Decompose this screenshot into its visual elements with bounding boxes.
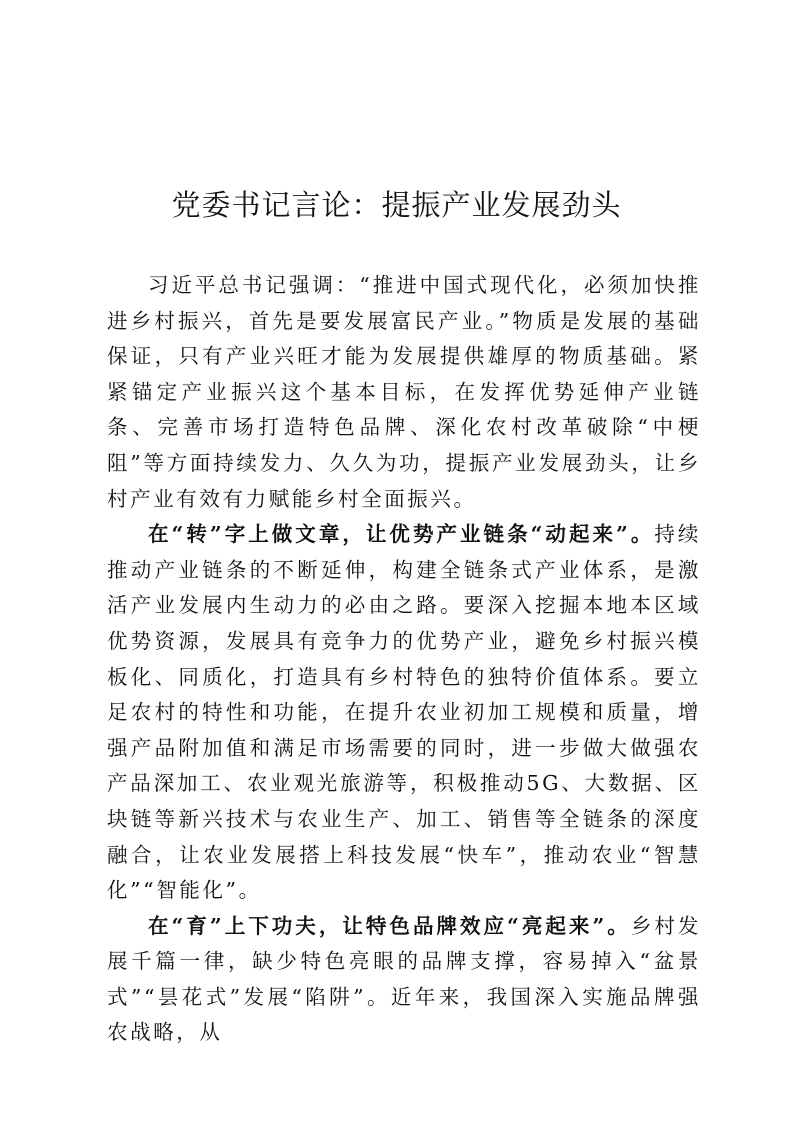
paragraph-intro-text: 习近平总书记强调：“推进中国式现代化，必须加快推进乡村振兴，首先是要发展富民产业。”物质是发展的基础保证，只有产业兴旺才能为发展提供雄厚的物质基础。紧紧锚定产业振兴这个基本目标，在发挥优势延伸产业链条、完善市场打造特色品牌、深化农村改革破除“中梗阻”等方面持续发力、久久为功，提振产业发展劲头，让乡村产业有效有力赋能乡村全面振兴。 [107, 273, 701, 511]
paragraph-zhuan-text: 持续推动产业链条的不断延伸，构建全链条式产业体系，是激活产业发展内生动力的必由之路。要深入挖掘本地本区域优势资源，发展具有竞争力的优势产业，避免乡村振兴模板化、同质化，打造具有乡村特色的独特价值体系。要立足农村的特性和功能，在提升农业初加工规模和质量，增强产品附加值和满足市场需要的同时，进一步做大做强农产品深加工、农业观光旅游等，积极推动5G、大数据、区块链等新兴技术与农业生产、加工、销售等全链条的深度融合，让农业发展搭上科技发展“快车”，推动农业“智慧化”“智能化”。 [107, 522, 702, 903]
paragraph-yu [107, 909, 701, 1051]
document-body [107, 268, 701, 1051]
paragraph-zhuan-lead: 在“转”字上做文章，让优势产业链条“动起来”。 [148, 522, 655, 547]
paragraph-intro [107, 268, 701, 517]
paragraph-yu-lead: 在“育”上下功夫，让特色品牌效应“亮起来”。 [148, 913, 631, 938]
paragraph-zhuan [107, 517, 701, 909]
paragraph-yu-text: 乡村发展千篇一律，缺少特色亮眼的品牌支撑，容易掉入“盆景式”“昙花式”发展“陷阱”。近年来，我国深入实施品牌强农战略，从 [107, 913, 701, 1045]
document-title: 党委书记言论：提振产业发展劲头 [171, 188, 622, 222]
